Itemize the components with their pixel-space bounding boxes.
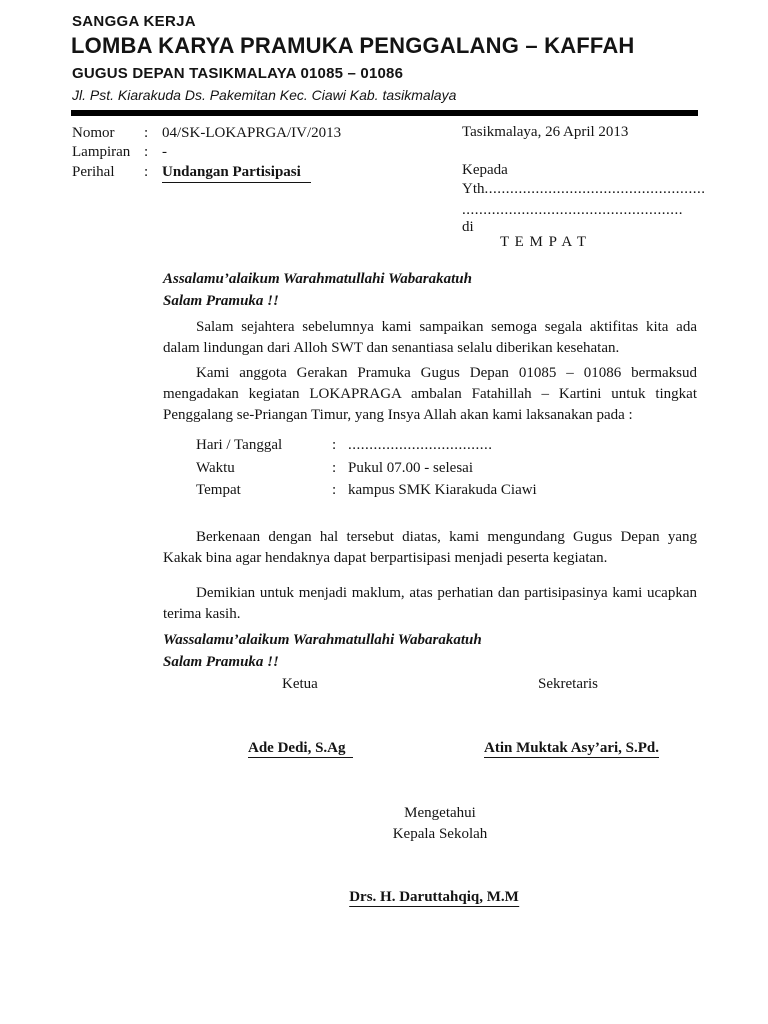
- letterhead-title: LOMBA KARYA PRAMUKA PENGGALANG – KAFFAH: [71, 33, 635, 58]
- recipient-yth-dots: ....................................................: [484, 181, 706, 197]
- perihal-separator: :: [144, 163, 149, 180]
- nomor-separator: :: [144, 125, 149, 141]
- recipient-yth: Yth: [462, 181, 485, 197]
- signature-role-sekretaris: Sekretaris: [538, 676, 598, 692]
- lampiran-value: -: [162, 144, 167, 161]
- letter-date: Tasikmalaya, 26 April 2013: [462, 124, 629, 140]
- recipient-address-dots: ....................................................: [462, 202, 683, 218]
- closing-salam-pramuka: Salam Pramuka !!: [163, 654, 279, 670]
- recipient-di: di: [462, 219, 474, 235]
- opening-salam-arabic: Assalamu’alaikum Warahmatullahi Wabarakatuh: [163, 271, 472, 287]
- nomor-label: Nomor: [72, 125, 115, 141]
- closing-salam-arabic: Wassalamu’alaikum Warahmatullahi Wabarakatuh: [163, 632, 482, 648]
- waktu-label: Waktu: [196, 459, 235, 476]
- recipient-yth-line: [462, 181, 706, 198]
- event-details: [196, 434, 537, 502]
- letterhead-address: Jl. Pst. Kiarakuda Ds. Pakemitan Kec. Ciawi Kab. tasikmalaya: [72, 87, 457, 103]
- hari-separator: :: [332, 437, 337, 453]
- recipient-kepada: Kepada: [462, 162, 508, 178]
- meta-row-perihal: [72, 163, 341, 183]
- signature-role-ketua: Ketua: [282, 676, 318, 692]
- paragraph-invitation: Berkenaan dengan hal tersebut diatas, kami mengundang Gugus Depan yang Kakak bina agar hendaknya dapat berpartisipasi menjadi peserta kegiatan.: [163, 529, 697, 566]
- paragraph-greeting: Salam sejahtera sebelumnya kami sampaikan semoga segala aktifitas kita ada dalam lindungan dari Alloh SWT dan senantiasa selalu diberikan kesehatan.: [163, 319, 697, 356]
- paragraph-purpose: Kami anggota Gerakan Pramuka Gugus Depan 01085 – 01086 bermaksud mengadakan kegiatan LOKAPRAGA ambalan Fatahillah – Kartini untuk tingkat Penggalang se-Priangan Timur, yang Insya Allah akan kami laksanakan pada :: [163, 365, 697, 423]
- detail-row-waktu: [196, 457, 537, 480]
- tempat-separator: :: [332, 482, 337, 498]
- lampiran-separator: :: [144, 144, 149, 161]
- meta-row-nomor: [72, 124, 341, 143]
- detail-row-tempat: [196, 479, 537, 502]
- nomor-value: 04/SK-LOKAPRGA/IV/2013: [162, 125, 342, 141]
- waktu-separator: :: [332, 459, 337, 476]
- signature-name-sekretaris: Atin Muktak Asy’ari, S.Pd.: [484, 740, 660, 756]
- perihal-value: Undangan Partisipasi: [162, 163, 311, 183]
- approval-mengetahui: Mengetahui: [404, 805, 476, 821]
- letterhead-gudep-number: GUGUS DEPAN TASIKMALAYA 01085 – 01086: [72, 65, 404, 82]
- tempat-value: kampus SMK Kiarakuda Ciawi: [348, 482, 537, 498]
- waktu-value: Pukul 07.00 - selesai: [348, 459, 473, 476]
- meta-row-lampiran: [72, 143, 341, 162]
- hari-value: ..................................: [348, 437, 493, 453]
- signature-name-ketua: Ade Dedi, S.Ag: [248, 740, 353, 758]
- approval-name-kepala-sekolah: Drs. H. Daruttahqiq, M.M: [349, 889, 519, 905]
- tempat-label: Tempat: [196, 482, 241, 498]
- approval-kepala-sekolah: Kepala Sekolah: [392, 826, 488, 842]
- letterhead-divider: [71, 110, 698, 116]
- letterhead-organizer: SANGGA KERJA: [72, 13, 196, 30]
- recipient-tempat: T E M P A T: [500, 234, 587, 250]
- letter-meta: [72, 124, 341, 183]
- opening-salam-pramuka: Salam Pramuka !!: [163, 293, 279, 309]
- lampiran-label: Lampiran: [72, 144, 131, 161]
- perihal-label: Perihal: [72, 163, 115, 180]
- detail-row-hari: [196, 434, 537, 457]
- paragraph-thanks: Demikian untuk menjadi maklum, atas perhatian dan partisipasinya kami ucapkan terima kasih.: [163, 585, 697, 622]
- hari-label: Hari / Tanggal: [196, 437, 283, 453]
